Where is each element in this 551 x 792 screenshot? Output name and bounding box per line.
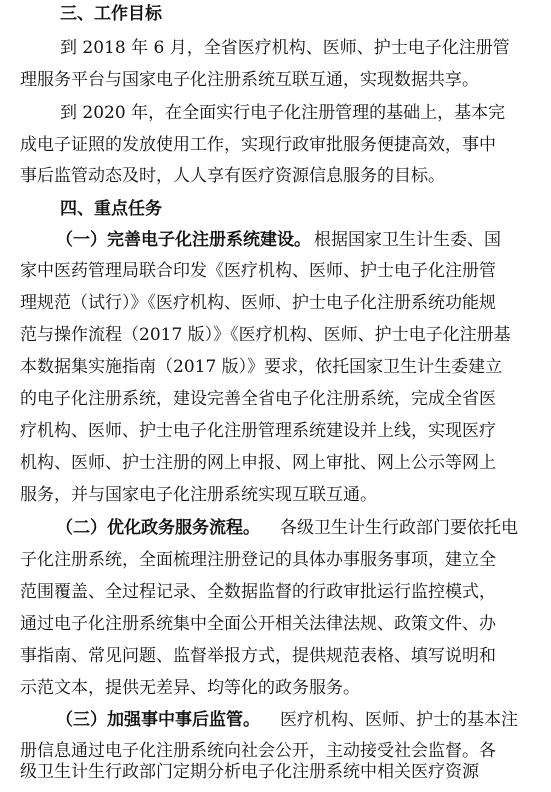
paragraph-text: 事指南、常见问题、监督举报方式，提供规范表格、填写说明和	[20, 646, 496, 666]
paragraph-text: 服务，并与国家电子化注册系统实现互联互通。	[20, 485, 377, 505]
paragraph-text: 疗机构、医师、护士电子化注册管理系统建设并上线，实现医疗	[20, 421, 496, 441]
paragraph-text: 医疗机构、医师、护士的基本注	[280, 710, 518, 730]
paragraph-text: 示范文本，提供无差异、均等化的政务服务。	[20, 678, 360, 698]
paragraph-text: 通过电子化注册系统集中全面公开相关法律法规、政策文件、办	[20, 614, 496, 634]
task-item-3-title: （三）加强事中事后监管。	[56, 710, 260, 730]
paragraph-text: 册信息通过电子化注册系统向社会公开，主动接受社会监督。各	[20, 741, 496, 761]
paragraph-text: 范与操作流程（2017 版）》《医疗机构、医师、护士电子化注册基	[20, 325, 511, 345]
paragraph-text: 成电子证照的发放使用工作，实现行政审批服务便捷高效，事中	[20, 135, 496, 155]
paragraph-text: 子化注册系统，全面梳理注册登记的具体办事服务事项，建立全	[20, 550, 496, 570]
paragraph-text: 家中医药管理局联合印发《医疗机构、医师、护士电子化注册管	[20, 261, 496, 281]
section-heading-text: 四、重点任务	[60, 199, 162, 219]
paragraph-text: 事后监管动态及时，人人享有医疗资源信息服务的目标。	[20, 166, 445, 186]
paragraph-text: 本数据集实施指南（2017 版）》要求，依托国家卫生计生委建立	[20, 357, 503, 377]
paragraph-text: 根据国家卫生计生委、国	[314, 230, 501, 250]
paragraph-text: 理服务平台与国家电子化注册系统互联互通，实现数据共享。	[20, 70, 479, 90]
paragraph-text: 到 2020 年，在全面实行电子化注册管理的基础上，基本完	[60, 103, 506, 123]
paragraph-text: 到 2018 年 6 月，全省医疗机构、医师、护士电子化注册管	[60, 38, 510, 58]
paragraph-text: 机构、医师、护士注册的网上申报、网上审批、网上公示等网上	[20, 453, 496, 473]
task-item-2-title: （二）优化政务服务流程。	[56, 518, 260, 538]
paragraph-text: 范围覆盖、全过程记录、全数据监督的行政审批运行监控模式，	[20, 582, 496, 602]
paragraph-text: 各级卫生计生行政部门要依托电	[280, 518, 518, 538]
paragraph-text: 的电子化注册系统，建设完善全省电子化注册系统，完成全省医	[20, 389, 496, 409]
paragraph-text: 理规范（试行）》《医疗机构、医师、护士电子化注册系统功能规	[20, 293, 496, 313]
task-item-1-title: （一）完善电子化注册系统建设。	[56, 230, 311, 250]
paragraph-line-clipped	[0, 752, 551, 782]
paragraph-text: 级卫生计生行政部门定期分析电子化注册系统中相关医疗资源	[20, 762, 479, 782]
section-heading-text: 三、工作目标	[60, 4, 162, 24]
